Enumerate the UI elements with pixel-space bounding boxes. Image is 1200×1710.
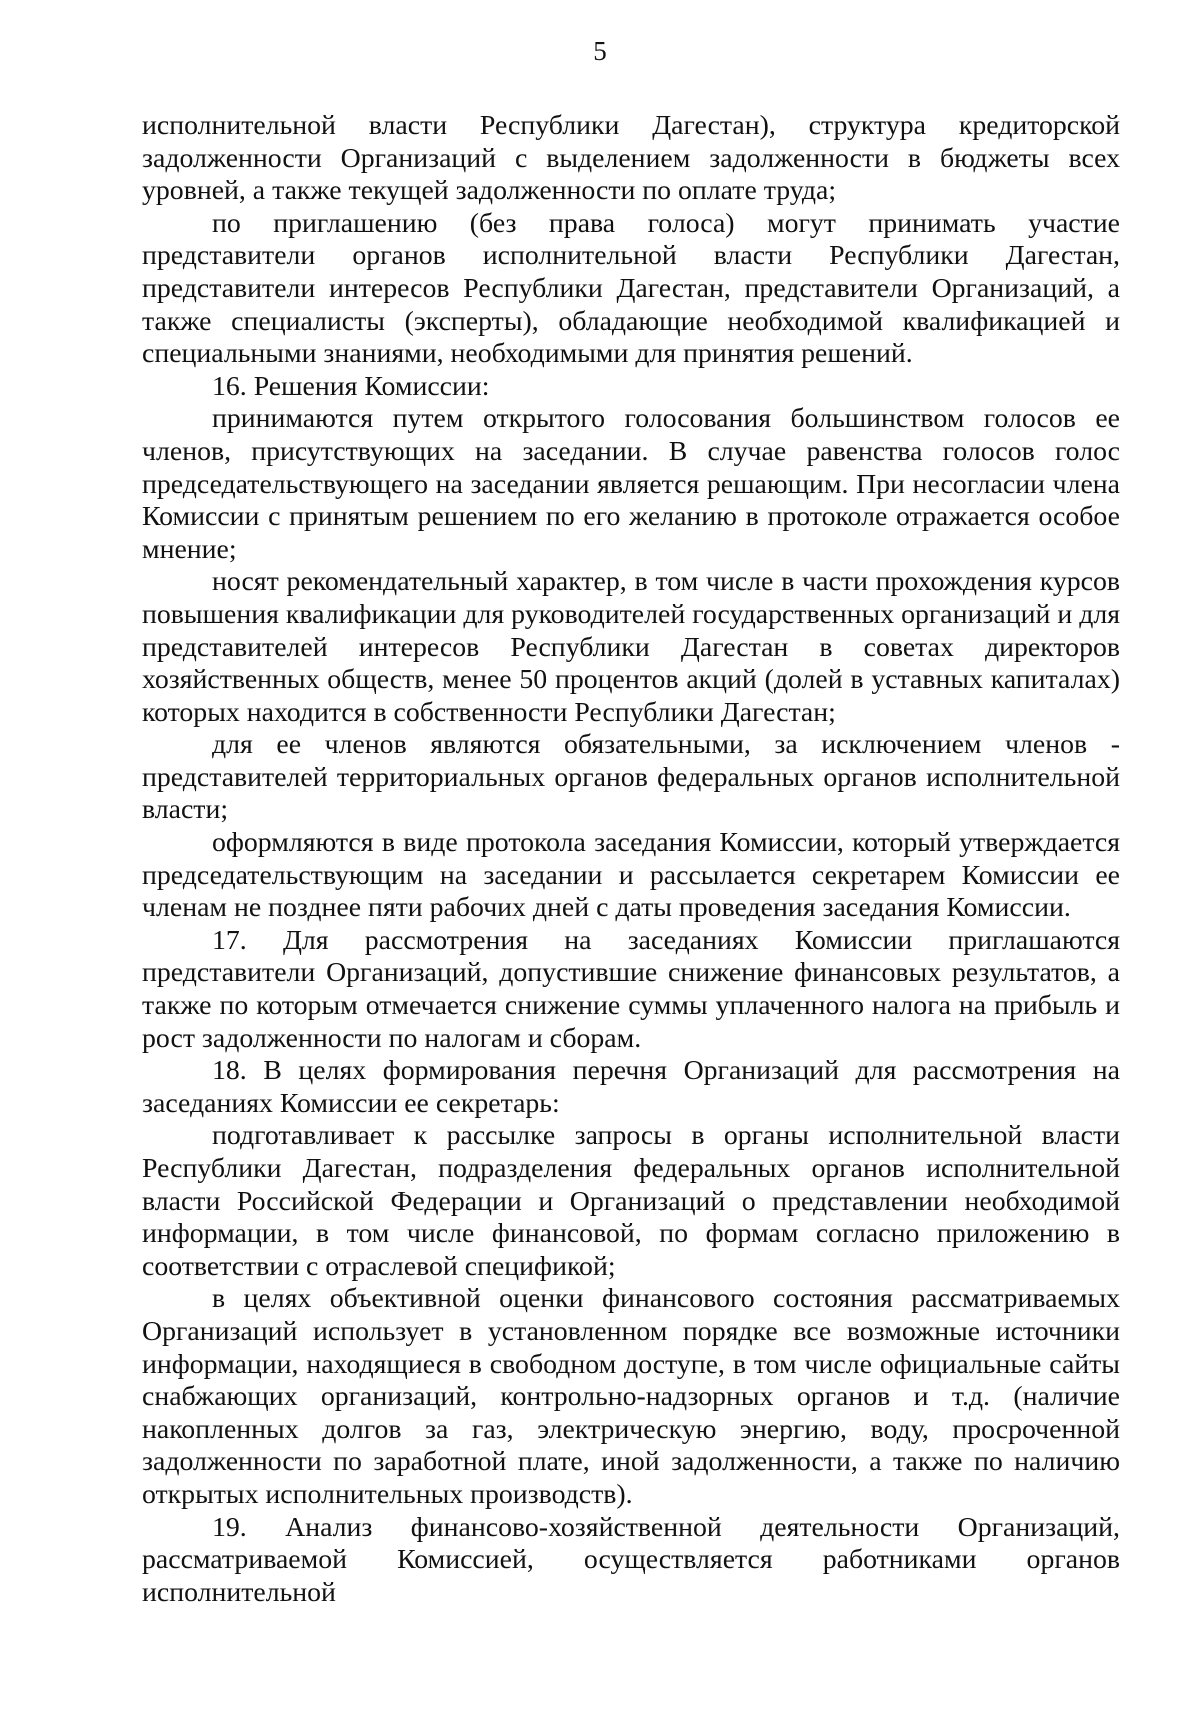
paragraph-obligatory: для ее членов являются обязательными, за исключением членов - представителей территориальных органов федеральных органов исполнительной власти; <box>142 729 1120 826</box>
paragraph-protocol: оформляются в виде протокола заседания Комиссии, который утверждается председательствующим на заседании и рассылается секретарем Комиссии ее членам не позднее пяти рабочих дней с даты проведения заседания Комиссии. <box>142 827 1120 924</box>
clause-18: 18. В целях формирования перечня Организаций для рассмотрения на заседаниях Комиссии ее секретарь: <box>142 1055 1120 1119</box>
clause-19: 19. Анализ финансово-хозяйственной деятельности Организаций, рассматриваемой Комиссией, осуществляется работниками органов исполнительной <box>142 1511 1120 1608</box>
clause-16-heading: 16. Решения Комиссии: <box>212 370 490 402</box>
document-body <box>142 110 1120 1609</box>
paragraph-recommendations: носят рекомендательный характер, в том числе в части прохождения курсов повышения квалификации для руководителей государственных организаций и для представителей интересов Республики Дагестан в советах директоров хозяйственных обществ, менее 50 процентов акций (долей в уставных капиталах) которых находится в собственности Республики Дагестан; <box>142 566 1120 728</box>
clause-17: 17. Для рассмотрения на заседаниях Комиссии приглашаются представители Организаций, допустившие снижение финансовых результатов, а также по которым отмечается снижение суммы уплаченного налога на прибыль и рост задолженности по налогам и сборам. <box>142 924 1120 1054</box>
paragraph-invited-participants: по приглашению (без права голоса) могут принимать участие представители органов исполнительной власти Республики Дагестан, представители интересов Республики Дагестан, представители Организаций, а также специалисты (эксперты), обладающие необходимой квалификацией и специальными знаниями, необходимыми для принятия решений. <box>142 207 1120 370</box>
paragraph-voting: принимаются путем открытого голосования большинством голосов ее членов, присутствующих на заседании. В случае равенства голосов голос председательствующего на заседании является решающим. При несогласии члена Комиссии с принятым решением по его желанию в протоколе отражается особое мнение; <box>142 403 1120 565</box>
paragraph-information-sources: в целях объективной оценки финансового состояния рассматриваемых Организаций использует в установленном порядке все возможные источники информации, находящиеся в свободном доступе, в том числе официальные сайты снабжающих организаций, контрольно-надзорных органов и т.д. (наличие накопленных долгов за газ, электрическую энергию, воду, просроченной задолженности по заработной плате, иной задолженности, а также по наличию открытых исполнительных производств). <box>142 1283 1120 1510</box>
page-number: 5 <box>593 36 607 66</box>
paragraph-continuation: исполнительной власти Республики Дагестан), структура кредиторской задолженности Организаций с выделением задолженности в бюджеты всех уровней, а также текущей задолженности по оплате труда; <box>142 110 1120 207</box>
paragraph-requests: подготавливает к рассылке запросы в органы исполнительной власти Республики Дагестан, подразделения федеральных органов исполнительной власти Российской Федерации и Организаций о представлении необходимой информации, в том числе финансовой, по формам согласно приложению в соответствии с отраслевой спецификой; <box>142 1120 1120 1282</box>
